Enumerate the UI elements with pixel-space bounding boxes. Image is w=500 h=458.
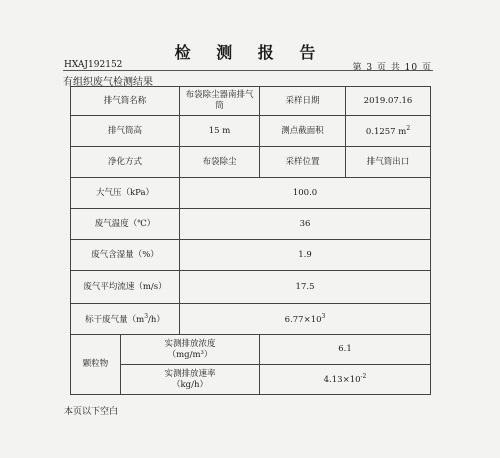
particulate-label: 颗粒物 — [71, 335, 121, 395]
table-row — [71, 335, 431, 365]
temperature-label: 废气温度（℃） — [71, 209, 180, 240]
table-row — [71, 87, 431, 116]
stack-height-value: 15 m — [180, 116, 260, 147]
report-title: 检 测 报 告 — [174, 43, 326, 62]
purification-value: 布袋除尘 — [180, 147, 260, 178]
section-title: 有组织废气检测结果 — [63, 77, 153, 88]
purification-label: 净化方式 — [71, 147, 180, 178]
temperature-value: 36 — [180, 209, 431, 240]
table-row — [71, 240, 431, 271]
velocity-label: 废气平均流速（m/s） — [71, 271, 180, 304]
concentration-label: 实测排放浓度 （mg/m³） — [121, 335, 260, 365]
table-row — [71, 271, 431, 304]
concentration-value: 6.1 — [260, 335, 431, 365]
flow-value: $6.77\times 10^3$ — [180, 304, 431, 335]
sampling-date-label: 采样日期 — [260, 87, 346, 116]
footer-note: 本页以下空白 — [64, 407, 119, 417]
flow-label: 标干废气量$(m^3/h)$ — [71, 304, 180, 335]
results-table — [70, 86, 431, 395]
header-rule — [63, 70, 433, 71]
table-row — [71, 304, 431, 335]
cross-section-value: 0.1257 $m^2$ — [346, 116, 431, 147]
table-row — [71, 365, 431, 395]
pressure-label: 大气压（kPa） — [71, 178, 180, 209]
stack-name-value: 布袋除尘器南排气筒 — [180, 87, 260, 116]
page-indicator: 第 3 页 共 10 页 — [352, 63, 432, 73]
table-row — [71, 147, 431, 178]
table-row — [71, 116, 431, 147]
stack-height-label: 排气筒高 — [71, 116, 180, 147]
sampling-position-value: 排气筒出口 — [346, 147, 431, 178]
moisture-value: 1.9 — [180, 240, 431, 271]
velocity-value: 17.5 — [180, 271, 431, 304]
moisture-label: 废气含湿量（%） — [71, 240, 180, 271]
sampling-date-value: 2019.07.16 — [346, 87, 431, 116]
emission-rate-label: 实测排放速率 （kg/h） — [121, 365, 260, 395]
table-row — [71, 209, 431, 240]
cross-section-label: 测点截面积 — [260, 116, 346, 147]
sampling-position-label: 采样位置 — [260, 147, 346, 178]
report-number: HXAJ192152 — [64, 60, 123, 70]
pressure-value: 100.0 — [180, 178, 431, 209]
stack-name-label: 排气筒名称 — [71, 87, 180, 116]
emission-rate-value: $4.13\times 10^{-2}$ — [260, 365, 431, 395]
table-row — [71, 178, 431, 209]
